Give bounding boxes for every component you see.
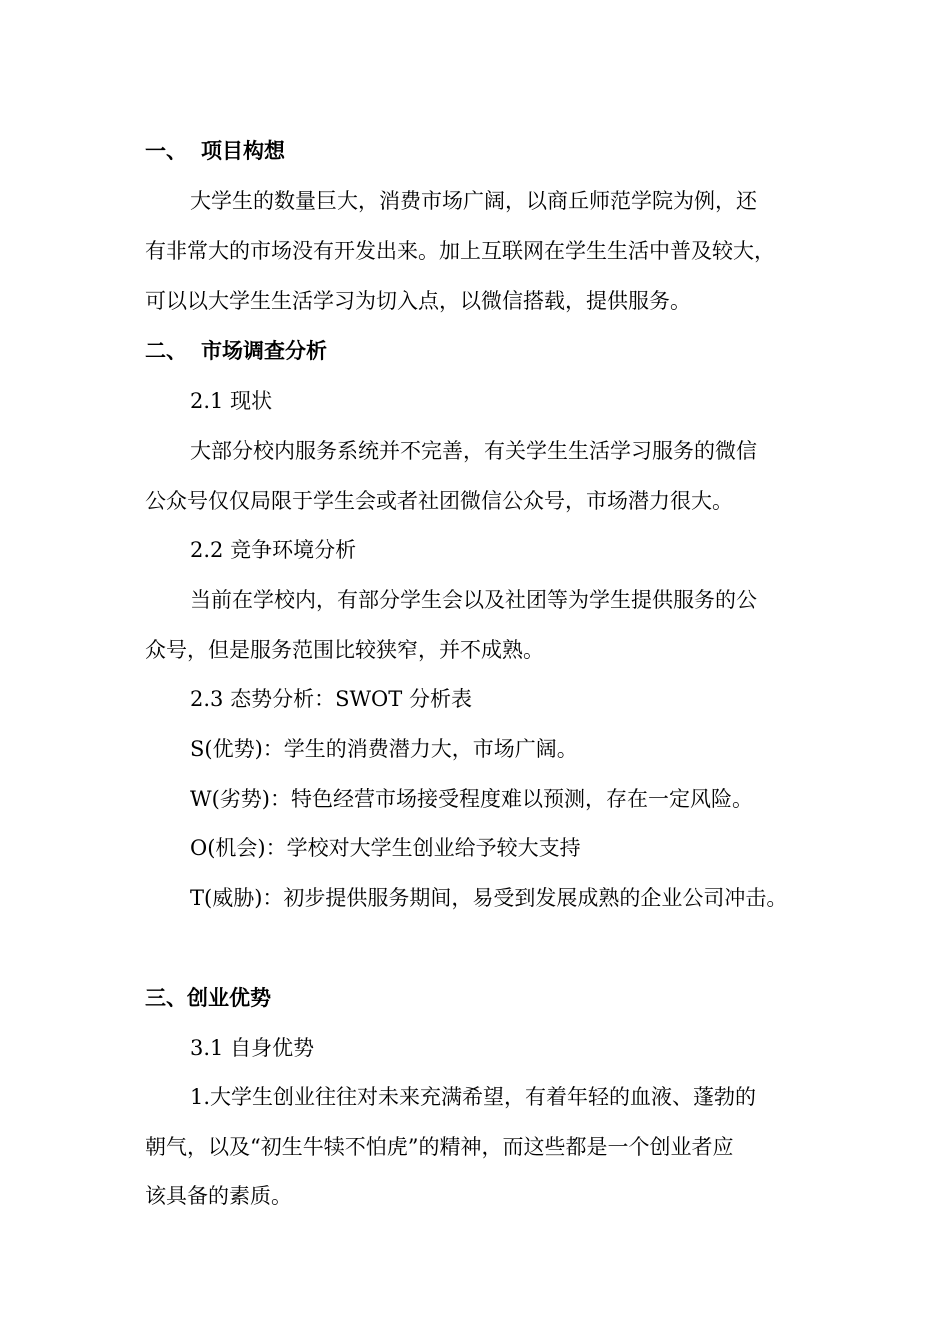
subsection-2-1-line-2: 公众号仅仅局限于学生会或者社团微信公众号，市场潜力很大。 — [145, 489, 733, 513]
section3-heading: 三、创业优势 — [145, 985, 271, 1010]
subsection-2-3-title: 2.3 态势分析：SWOT 分析表 — [190, 687, 472, 711]
subsection-2-2-line-2: 众号，但是服务范围比较狭窄，并不成熟。 — [145, 638, 544, 662]
subsection-2-1-title: 2.1 现状 — [190, 389, 273, 413]
subsection-3-1-line-2: 朝气，以及“初生牛犊不怕虎”的精神，而这些都是一个创业者应 — [145, 1135, 734, 1159]
section1-heading — [145, 136, 285, 166]
subsection-3-1-line-3: 该具备的素质。 — [145, 1184, 292, 1208]
subsection-2-1-line-1: 大部分校内服务系统并不完善，有关学生生活学习服务的微信 — [190, 439, 757, 463]
swot-weaknesses: W(劣势)：特色经营市场接受程度难以预测，存在一定风险。 — [190, 787, 753, 811]
section1-title: 项目构想 — [201, 138, 285, 163]
section2-heading — [145, 336, 327, 366]
section2-title: 市场调查分析 — [201, 338, 327, 363]
subsection-2-2-title: 2.2 竞争环境分析 — [190, 538, 357, 562]
subsection-2-2-line-1: 当前在学校内，有部分学生会以及社团等为学生提供服务的公 — [190, 588, 757, 612]
subsection-3-1-line-1: 1.大学生创业往往对未来充满希望，有着年轻的血液、蓬勃的 — [190, 1085, 757, 1109]
swot-threats: T(威胁)：初步提供服务期间，易受到发展成熟的企业公司冲击。 — [190, 886, 788, 910]
section2-number: 二、 — [145, 338, 187, 363]
swot-opportunities: O(机会)：学校对大学生创业给予较大支持 — [190, 836, 581, 860]
section1-line-3: 可以以大学生生活学习为切入点，以微信搭载，提供服务。 — [145, 289, 691, 313]
section1-number: 一、 — [145, 138, 187, 163]
section1-line-2: 有非常大的市场没有开发出来。加上互联网在学生生活中普及较大， — [145, 239, 775, 263]
swot-strengths: S(优势)：学生的消费潜力大，市场广阔。 — [190, 737, 578, 761]
section1-line-1: 大学生的数量巨大，消费市场广阔，以商丘师范学院为例，还 — [190, 189, 757, 213]
subsection-3-1-title: 3.1 自身优势 — [190, 1036, 315, 1060]
